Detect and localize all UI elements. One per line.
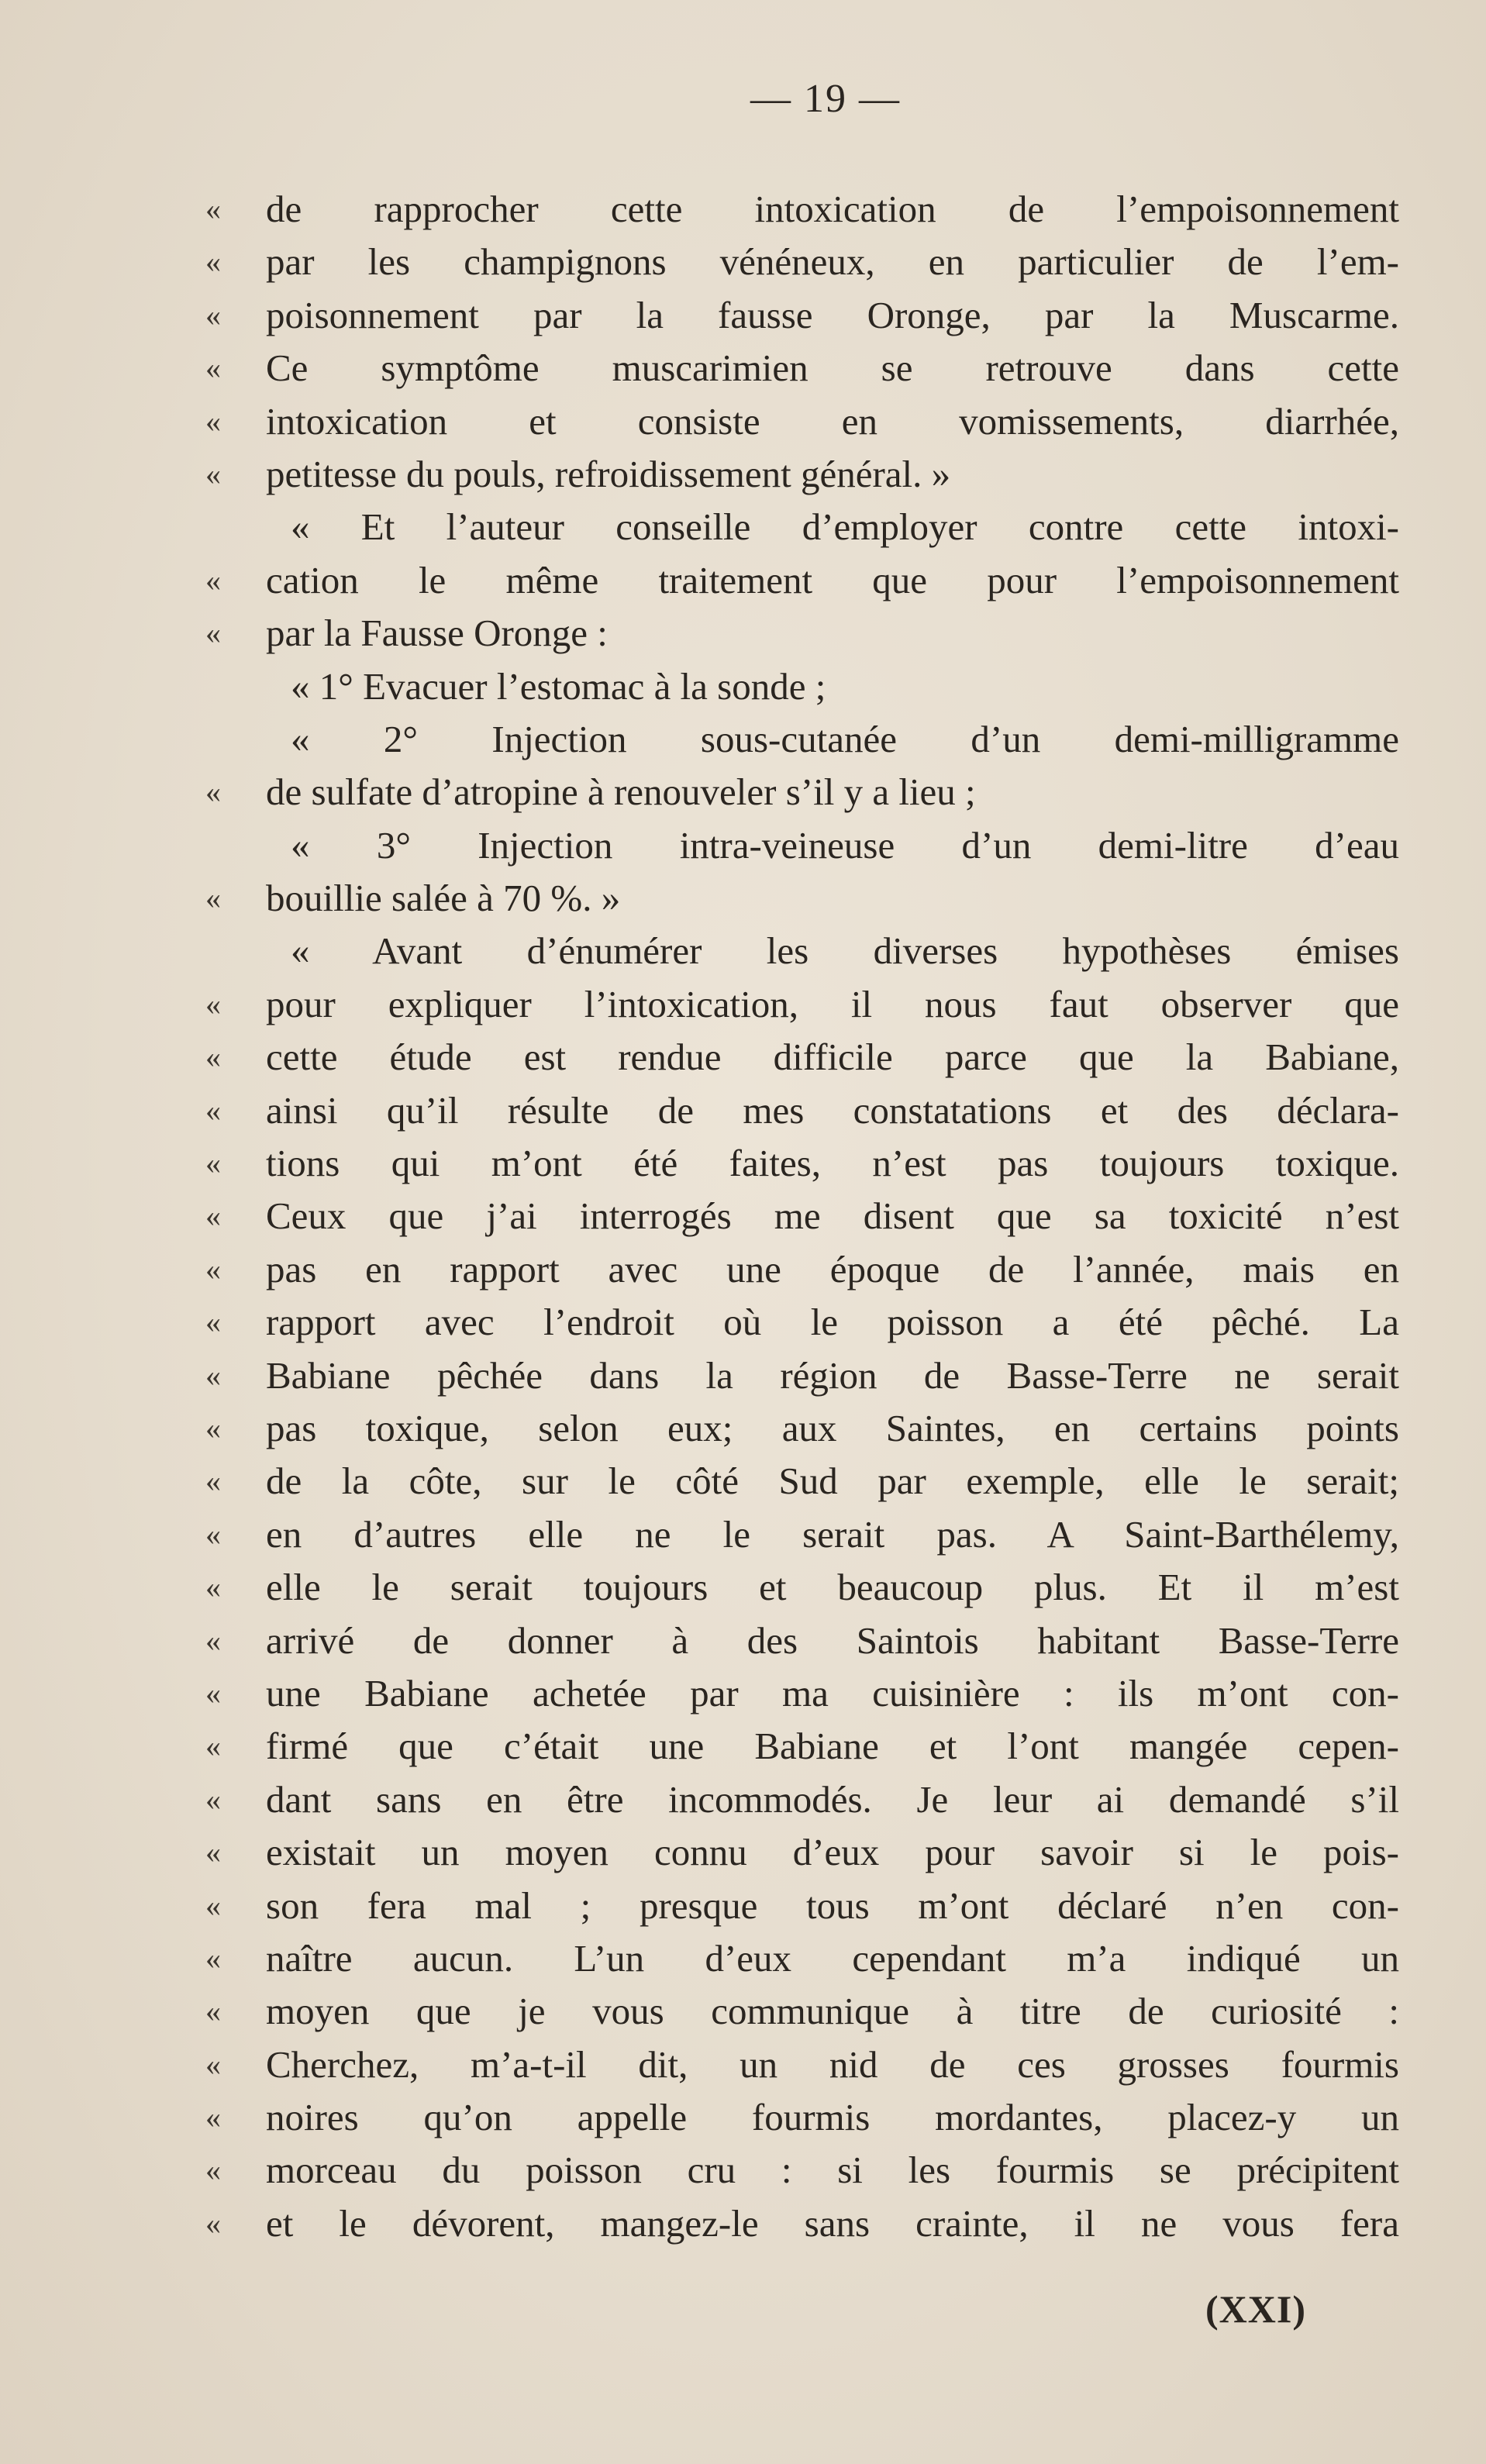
line-text: petitesse du pouls, refroidissement général. » bbox=[266, 452, 951, 495]
text-line bbox=[205, 1720, 1399, 1773]
text-line bbox=[205, 1137, 1399, 1190]
line-text: « 2° Injection sous-cutanée d’un demi-milligramme bbox=[291, 717, 1399, 760]
line-text: « 3° Injection intra-veineuse d’un demi-litre d’eau bbox=[291, 823, 1399, 867]
line-guillemet: « bbox=[205, 191, 221, 226]
line-guillemet: « bbox=[205, 297, 221, 333]
line-text: Cherchez, m’a-t-il dit, un nid de ces grosses fourmis bbox=[266, 2042, 1399, 2086]
text-line bbox=[205, 766, 1399, 818]
text-line bbox=[205, 925, 1399, 977]
line-guillemet: « bbox=[205, 1728, 221, 1764]
line-text: morceau du poisson cru : si les fourmis se précipitent bbox=[266, 2149, 1399, 2192]
line-guillemet: « bbox=[205, 1994, 221, 2029]
line-text: noires qu’on appelle fourmis mordantes, placez-y un bbox=[266, 2096, 1399, 2139]
text-line bbox=[205, 1932, 1399, 1985]
text-line bbox=[205, 978, 1399, 1031]
line-guillemet: « bbox=[205, 1887, 221, 1923]
line-guillemet: « bbox=[205, 1304, 221, 1340]
line-text: « Avant d’énumérer les diverses hypothèses émises bbox=[291, 929, 1399, 973]
line-text: arrivé de donner à des Saintois habitant Basse-Terre bbox=[266, 1618, 1399, 1662]
text-line bbox=[205, 660, 1399, 713]
line-text: existait un moyen connu d’eux pour savoir si le pois- bbox=[266, 1831, 1399, 1874]
line-text: pour expliquer l’intoxication, il nous faut observer que bbox=[266, 982, 1399, 1025]
line-guillemet: « bbox=[205, 2152, 221, 2188]
line-guillemet: « bbox=[205, 403, 221, 439]
line-text: « Et l’auteur conseille d’employer contre cette intoxi- bbox=[291, 505, 1399, 549]
text-line bbox=[205, 554, 1399, 607]
line-text: son fera mal ; presque tous m’ont déclaré n’en con- bbox=[266, 1883, 1399, 1927]
line-guillemet: « bbox=[205, 880, 221, 916]
line-text: de sulfate d’atropine à renouveler s’il y a lieu ; bbox=[266, 770, 976, 814]
line-text: et le dévorent, mangez-le sans crainte, il ne vous fera bbox=[266, 2201, 1399, 2245]
line-text: poisonnement par la fausse Oronge, par la Muscarme. bbox=[266, 293, 1399, 336]
line-guillemet: « bbox=[205, 350, 221, 386]
text-line bbox=[205, 1615, 1399, 1667]
text-line bbox=[205, 289, 1399, 342]
line-guillemet: « bbox=[205, 1251, 221, 1287]
line-text: de rapprocher cette intoxication de l’empoisonnement bbox=[266, 188, 1399, 230]
text-line bbox=[205, 1561, 1399, 1614]
text-line bbox=[205, 2091, 1399, 2144]
line-text: intoxication et consiste en vomissements, diarrhée, bbox=[266, 399, 1399, 443]
text-line bbox=[205, 501, 1399, 553]
line-text: une Babiane achetée par ma cuisinière : ils m’ont con- bbox=[266, 1671, 1399, 1714]
line-guillemet: « bbox=[205, 1092, 221, 1128]
body-text bbox=[205, 183, 1399, 2250]
text-line bbox=[205, 1667, 1399, 1720]
text-line bbox=[205, 342, 1399, 395]
line-guillemet: « bbox=[205, 1675, 221, 1711]
line-guillemet: « bbox=[205, 1410, 221, 1446]
line-text: bouillie salée à 70 %. » bbox=[266, 877, 621, 920]
line-guillemet: « bbox=[205, 2205, 221, 2241]
line-text: en d’autres elle ne le serait pas. A Saint-Barthélemy, bbox=[266, 1512, 1399, 1556]
line-text: par la Fausse Oronge : bbox=[266, 612, 608, 655]
line-guillemet: « bbox=[205, 2046, 221, 2082]
line-text: Ce symptôme muscarimien se retrouve dans cette bbox=[266, 346, 1399, 390]
text-line bbox=[205, 1402, 1399, 1455]
line-guillemet: « bbox=[205, 1516, 221, 1552]
line-guillemet: « bbox=[205, 774, 221, 810]
line-guillemet: « bbox=[205, 986, 221, 1022]
line-text: elle le serait toujours et beaucoup plus. Et il m’est bbox=[266, 1566, 1399, 1609]
line-guillemet: « bbox=[205, 1357, 221, 1393]
text-line bbox=[205, 1084, 1399, 1137]
line-text: pas toxique, selon eux; aux Saintes, en certains points bbox=[266, 1406, 1399, 1449]
line-guillemet: « bbox=[205, 1622, 221, 1658]
line-text: de la côte, sur le côté Sud par exemple, elle le serait; bbox=[266, 1459, 1399, 1503]
line-text: « 1° Evacuer l’estomac à la sonde ; bbox=[291, 664, 826, 708]
text-line bbox=[205, 1826, 1399, 1879]
text-line bbox=[205, 1190, 1399, 1242]
page-number: — 19 — bbox=[750, 77, 901, 121]
text-line bbox=[205, 1296, 1399, 1349]
line-text: cation le même traitement que pour l’empoisonnement bbox=[266, 558, 1399, 601]
line-text: rapport avec l’endroit où le poisson a été pêché. La bbox=[266, 1301, 1399, 1344]
text-line bbox=[205, 2197, 1399, 2250]
line-guillemet: « bbox=[205, 244, 221, 280]
line-guillemet: « bbox=[205, 615, 221, 651]
text-line bbox=[205, 1880, 1399, 1932]
text-line bbox=[205, 236, 1399, 288]
line-guillemet: « bbox=[205, 1781, 221, 1817]
signature-mark: (XXI) bbox=[1205, 2287, 1306, 2331]
line-guillemet: « bbox=[205, 1463, 221, 1499]
text-line bbox=[205, 183, 1399, 236]
line-text: naître aucun. L’un d’eux cependant m’a indiqué un bbox=[266, 1936, 1399, 1980]
text-line bbox=[205, 2038, 1399, 2091]
line-text: ainsi qu’il résulte de mes constatations et des déclara- bbox=[266, 1088, 1399, 1132]
line-text: pas en rapport avec une époque de l’année, mais en bbox=[266, 1247, 1399, 1291]
line-text: cette étude est rendue difficile parce que la Babiane, bbox=[266, 1036, 1399, 1079]
text-line bbox=[205, 2144, 1399, 2197]
line-guillemet: « bbox=[205, 1198, 221, 1234]
line-guillemet: « bbox=[205, 1039, 221, 1075]
line-text: firmé que c’était une Babiane et l’ont mangée cepen- bbox=[266, 1725, 1399, 1768]
line-guillemet: « bbox=[205, 1940, 221, 1976]
text-line bbox=[205, 1455, 1399, 1508]
text-line bbox=[205, 713, 1399, 766]
text-line bbox=[205, 1508, 1399, 1561]
line-text: dant sans en être incommodés. Je leur ai demandé s’il bbox=[266, 1777, 1399, 1821]
line-guillemet: « bbox=[205, 1146, 221, 1181]
line-guillemet: « bbox=[205, 1835, 221, 1870]
text-line bbox=[205, 607, 1399, 660]
text-line bbox=[205, 872, 1399, 925]
line-guillemet: « bbox=[205, 1570, 221, 1605]
line-text: Ceux que j’ai interrogés me disent que sa toxicité n’est bbox=[266, 1194, 1399, 1238]
text-line bbox=[205, 448, 1399, 501]
line-text: tions qui m’ont été faites, n’est pas toujours toxique. bbox=[266, 1142, 1399, 1185]
text-line bbox=[205, 1773, 1399, 1826]
text-line bbox=[205, 1243, 1399, 1296]
text-line bbox=[205, 1985, 1399, 2038]
line-guillemet: « bbox=[205, 562, 221, 598]
text-line bbox=[205, 1349, 1399, 1402]
line-guillemet: « bbox=[205, 456, 221, 491]
line-text: moyen que je vous communique à titre de curiosité : bbox=[266, 1990, 1399, 2033]
text-line bbox=[205, 819, 1399, 872]
line-text: par les champignons vénéneux, en particulier de l’em- bbox=[266, 240, 1399, 284]
line-guillemet: « bbox=[205, 2100, 221, 2135]
text-line bbox=[205, 395, 1399, 448]
line-text: Babiane pêchée dans la région de Basse-Terre ne serait bbox=[266, 1353, 1399, 1397]
text-line bbox=[205, 1031, 1399, 1084]
